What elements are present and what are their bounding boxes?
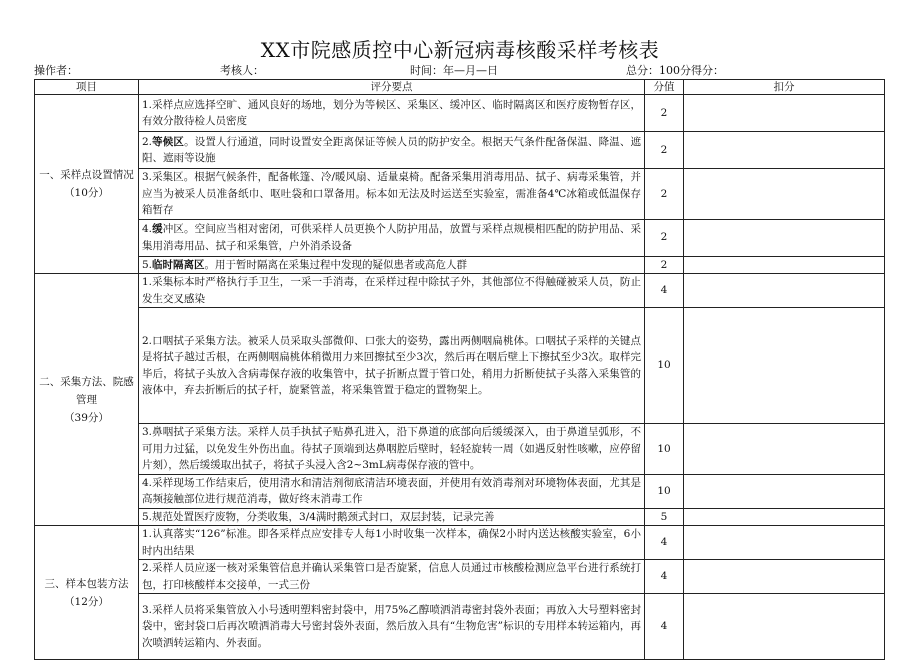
deduction-cell[interactable] <box>684 256 885 274</box>
operator-label: 操作者： <box>34 64 78 77</box>
section-name-cell <box>35 274 139 526</box>
score-cell: 4 <box>645 274 684 308</box>
table-row <box>35 526 885 560</box>
criteria-number: 1. <box>142 98 153 111</box>
deduction-cell[interactable] <box>684 594 885 660</box>
score-cell: 4 <box>645 526 684 560</box>
criteria-text: 采样现场工作结束后，使用清水和清洁剂彻底清洁环境表面，并使用有效消毒剂对环境物体表面，尤其是高频接触部位进行规范消毒，做好终末消毒工作 <box>142 476 641 505</box>
score-cell: 10 <box>645 424 684 475</box>
deduction-cell[interactable] <box>684 308 885 424</box>
criteria-text: 规范处置医疗废物，分类收集，3/4满时鹅颈式封口，双层封装，记录完善 <box>152 510 495 523</box>
deduction-cell[interactable] <box>684 526 885 560</box>
criteria-cell <box>139 95 645 132</box>
header-criteria: 评分要点 <box>139 80 645 95</box>
score-cell: 10 <box>645 474 684 508</box>
table-row <box>35 474 885 508</box>
header-deduction: 扣分 <box>684 80 885 95</box>
score-cell: 4 <box>645 594 684 660</box>
page-title: XX市院感质控中心新冠病毒核酸采样考核表 <box>260 38 660 62</box>
criteria-number: 2. <box>142 334 153 347</box>
assessment-table <box>34 79 885 660</box>
total-score-label: 总分：100分得分： <box>626 64 724 77</box>
criteria-text: 。用于暂时隔离在采集过程中发现的疑似患者或高危人群 <box>204 258 468 271</box>
time-label: 时间：年—月—日 <box>410 64 498 77</box>
table-row <box>35 95 885 132</box>
meta-row <box>34 62 884 78</box>
score-cell: 2 <box>645 219 684 256</box>
criteria-number: 1. <box>142 528 153 540</box>
table-row <box>35 274 885 308</box>
deduction-cell[interactable] <box>684 508 885 526</box>
criteria-number: 4. <box>142 476 153 489</box>
criteria-cell <box>139 560 645 594</box>
criteria-text: 采样人员将采集管放入小号透明塑料密封袋中，用75%乙醇喷洒消毒密封袋外表面；再放入大号塑料密封袋中，密封袋口后再次喷洒消毒大号密封袋外表面，然后放入具有“生物危害”标识的专用样本转运箱内，再次喷洒转运箱内、外表面。 <box>142 603 641 649</box>
criteria-cell <box>139 594 645 660</box>
section-name-cell <box>35 526 139 660</box>
score-cell: 5 <box>645 508 684 526</box>
criteria-number: 3. <box>142 603 153 616</box>
criteria-number: 5. <box>142 258 153 271</box>
criteria-text: 采样点应选择空旷、通风良好的场地，划分为等候区、采集区、缓冲区、临时隔离区和医疗废物暂存区，有效分散待检人员密度 <box>142 98 641 127</box>
section-points: （10分） <box>64 187 109 199</box>
header-score: 分值 <box>645 80 684 95</box>
table-row <box>35 219 885 256</box>
score-cell: 10 <box>645 308 684 424</box>
score-cell: 2 <box>645 169 684 220</box>
criteria-cell <box>139 132 645 169</box>
score-cell: 2 <box>645 132 684 169</box>
criteria-text: 认真落实“126”标准。即各采样点应安排专人每1小时收集一次样本，确保2小时内送达核酸实验室，6小时内出结果 <box>142 528 641 557</box>
criteria-number: 5. <box>142 510 153 523</box>
section-name: 三、样本包装方法 <box>44 577 129 590</box>
criteria-cell <box>139 508 645 526</box>
deduction-cell[interactable] <box>684 132 885 169</box>
section-name: 二、采集方法、院感管理 <box>39 375 134 406</box>
criteria-cell <box>139 474 645 508</box>
table-row <box>35 132 885 169</box>
table-row <box>35 594 885 660</box>
criteria-keyword: 缓 <box>152 223 163 235</box>
header-item: 项目 <box>35 80 139 95</box>
deduction-cell[interactable] <box>684 424 885 475</box>
criteria-text: 采集标本时严格执行手卫生，一采一手消毒，在采样过程中除拭子外，其他部位不得触碰被采人员，防止发生交叉感染 <box>142 276 641 305</box>
score-cell: 2 <box>645 95 684 132</box>
deduction-cell[interactable] <box>684 219 885 256</box>
criteria-cell <box>139 308 645 424</box>
deduction-cell[interactable] <box>684 169 885 220</box>
section-points: （39分） <box>64 411 109 424</box>
deduction-cell[interactable] <box>684 95 885 132</box>
criteria-text: 采集区。根据气候条件，配备帐篷、冷/暖风扇、适量桌椅。配备采集用消毒用品、拭子、病毒采集管，并应当为被采人员准备纸巾、呕吐袋和口罩备用。标本如无法及时运送至实验室，需准备4℃冰箱或低温保存箱暂存 <box>142 171 641 216</box>
criteria-cell <box>139 424 645 475</box>
criteria-text: 冲区。空间应当相对密闭，可供采样人员更换个人防护用品，放置与采样点规模相匹配的防护用品、采集用消毒用品、拭子和采集管，户外消杀设备 <box>142 223 642 252</box>
criteria-number: 3. <box>142 171 153 183</box>
criteria-keyword: 临时隔离区 <box>152 258 205 271</box>
score-cell: 4 <box>645 560 684 594</box>
criteria-cell <box>139 274 645 308</box>
criteria-number: 1. <box>142 276 153 288</box>
criteria-cell <box>139 256 645 274</box>
section-name: 一、采样点设置情况 <box>39 169 134 181</box>
criteria-text: 采样人员应逐一核对采集管信息并确认采集管口是否旋紧，信息人员通过市核酸检测应急平台进行系统打包，打印核酸样本交接单，一式三份 <box>142 562 641 591</box>
criteria-cell <box>139 169 645 220</box>
section-name-cell <box>35 95 139 274</box>
deduction-cell[interactable] <box>684 274 885 308</box>
criteria-keyword: 等候区 <box>152 135 185 148</box>
score-cell: 2 <box>645 256 684 274</box>
examiner-label: 考核人： <box>220 64 264 77</box>
criteria-cell <box>139 526 645 560</box>
criteria-number: 4. <box>142 223 153 235</box>
section-points: （12分） <box>64 595 109 608</box>
criteria-number: 2. <box>142 562 153 574</box>
table-header-row <box>35 80 885 95</box>
table-row <box>35 308 885 424</box>
deduction-cell[interactable] <box>684 474 885 508</box>
table-row <box>35 424 885 475</box>
criteria-text: 鼻咽拭子采集方法。采样人员手执拭子贴鼻孔进入，沿下鼻道的底部向后缓缓深入，由于鼻道呈弧形，不可用力过猛，以免发生外伤出血。待拭子顶端到达鼻咽腔后壁时，轻轻旋转一周（如遇反射性咳嗽，应停留片刻），然后缓缓取出拭子，将拭子头浸入含2~3mL病毒保存液的管中。 <box>142 426 641 471</box>
criteria-cell <box>139 219 645 256</box>
table-row <box>35 169 885 220</box>
criteria-text: 口咽拭子采集方法。被采人员采取头部微仰、口张大的姿势，露出两侧咽扁桃体。口咽拭子采样的关键点是将拭子越过舌根，在两侧咽扁桃体稍微用力来回擦拭至少3次，然后再在咽后壁上下擦拭至少3次。取样完毕后，将拭子头放入含病毒保存液的收集管中，拭子折断点置于管口处，稍用力折断使拭子头落入采集管的液体中，弃去折断后的拭子杆，旋紧管盖，将采集管置于稳定的置物架上。 <box>142 334 641 396</box>
table-row <box>35 256 885 274</box>
table-row <box>35 560 885 594</box>
criteria-number: 3. <box>142 426 153 438</box>
deduction-cell[interactable] <box>684 560 885 594</box>
criteria-number: 2. <box>142 135 153 148</box>
table-row <box>35 508 885 526</box>
criteria-text: 。设置人行通道，同时设置安全距离保证等候人员的防护安全。根据天气条件配备保温、降温、遮阳、遮雨等设施 <box>142 135 642 164</box>
